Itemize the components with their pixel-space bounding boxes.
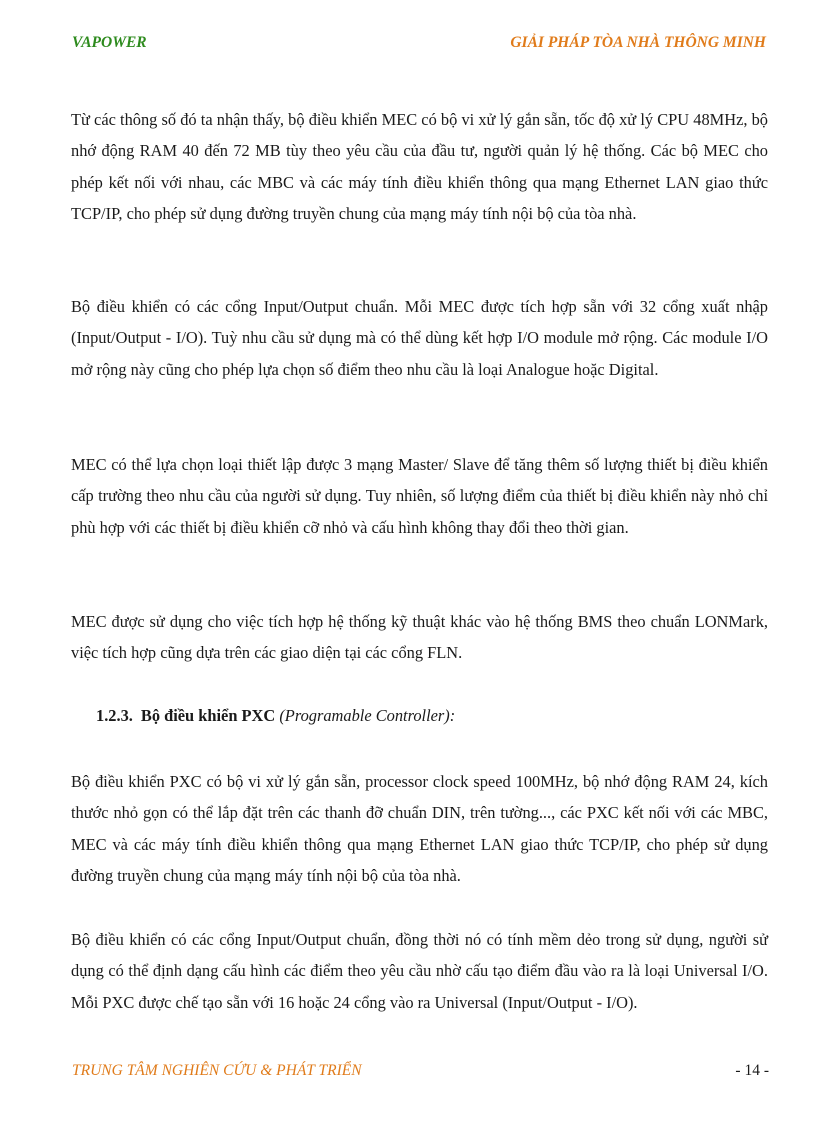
header-company: VAPOWER xyxy=(72,34,147,51)
paragraph-pxc-io: Bộ điều khiển có các cổng Input/Output chuẩn, đồng thời nó có tính mềm dẻo trong sử dụng, người sử dụng có thể định dạng cấu hình các điểm theo yêu cầu nhờ cấu tạo điểm đầu vào ra là loại Universal I/O. Mỗi PXC được chế tạo sẵn với 16 hoặc 24 cổng vào ra Universal (Input/Output - I/O). xyxy=(71,930,768,1012)
section-subtitle: (Programable Controller): xyxy=(279,706,456,725)
paragraph-mec-specs: Từ các thông số đó ta nhận thấy, bộ điều khiển MEC có bộ vi xử lý gắn sẵn, tốc độ xử lý CPU 48MHz, bộ nhớ động RAM 40 đến 72 MB tùy theo yêu cầu của đầu tư, người quản lý hệ thống. Các bộ MEC cho phép kết nối với nhau, các MBC và các máy tính điều khiển thông qua mạng Ethernet LAN giao thức TCP/IP, cho phép sử dụng đường truyền chung của mạng máy tính nội bộ của tòa nhà. xyxy=(71,110,768,223)
page-header xyxy=(72,34,766,58)
section-number: 1.2.3. xyxy=(96,706,133,725)
paragraph-mec-io: Bộ điều khiển có các cổng Input/Output chuẩn. Mỗi MEC được tích hợp sẵn với 32 cổng xuất nhập (Input/Output - I/O). Tuỳ nhu cầu sử dụng mà có thể dùng kết hợp I/O module mở rộng. Các module I/O mở rộng này cũng cho phép lựa chọn số điểm theo nhu cầu là loại Analogue hoặc Digital. xyxy=(71,297,768,379)
paragraph-pxc-specs: Bộ điều khiển PXC có bộ vi xử lý gắn sẵn, processor clock speed 100MHz, bộ nhớ động RAM 24, kích thước nhỏ gọn có thể lắp đặt trên các thanh đỡ chuẩn DIN, trên tường..., các PXC kết nối với các MBC, MEC và các máy tính điều khiển thông qua mạng Ethernet LAN giao thức TCP/IP, cho phép sử dụng đường truyền chung của mạng máy tính nội bộ của tòa nhà. xyxy=(71,772,768,885)
footer-department: TRUNG TÂM NGHIÊN CỨU & PHÁT TRIỂN xyxy=(72,1062,362,1079)
paragraph-mec-integration: MEC được sử dụng cho việc tích hợp hệ thống kỹ thuật khác vào hệ thống BMS theo chuẩn LONMark, việc tích hợp cũng dựa trên các giao diện tại các cổng FLN. xyxy=(71,612,768,663)
section-title: Bộ điều khiển PXC xyxy=(140,706,276,725)
section-heading xyxy=(96,702,455,730)
page-number: - 14 - xyxy=(735,1062,769,1079)
page-footer xyxy=(72,1062,769,1086)
header-title: GIẢI PHÁP TÒA NHÀ THÔNG MINH xyxy=(510,34,766,51)
paragraph-mec-network: MEC có thể lựa chọn loại thiết lập được 3 mạng Master/ Slave để tăng thêm số lượng thiết bị điều khiển cấp trường theo nhu cầu của người sử dụng. Tuy nhiên, số lượng điểm của thiết bị điều khiển này nhỏ chỉ phù hợp với các thiết bị điều khiển cỡ nhỏ và cấu hình không thay đổi theo thời gian. xyxy=(71,455,768,537)
